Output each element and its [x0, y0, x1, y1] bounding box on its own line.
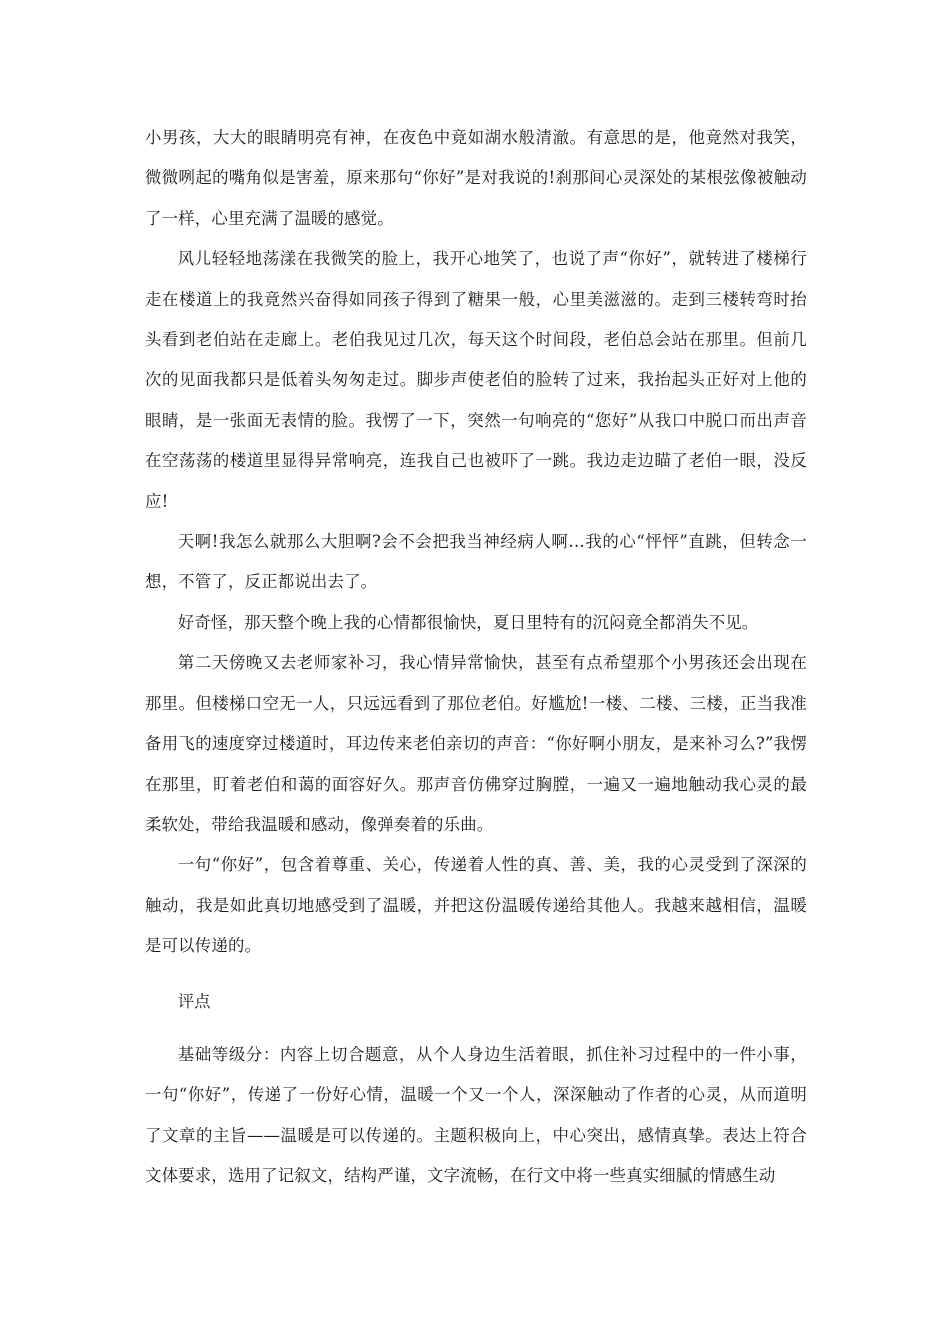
document-page: [145, 118, 807, 1197]
essay-paragraph-3: 天啊!我怎么就那么大胆啊?会不会把我当神经病人啊…我的心“怦怦”直跳，但转念一想，不管了，反正都说出去了。: [145, 532, 807, 592]
review-paragraph: 基础等级分：内容上切合题意，从个人身边生活着眼，抓住补习过程中的一件小事，一句“你好”，传递了一份好心情，温暖一个又一个人，深深触动了作者的心灵，从而道明了文章的主旨——温暖是可以传递的。主题积极向上，中心突出，感情真挚。表达上符合文体要求，选用了记叙文，结构严谨，文字流畅，在行文中将一些真实细腻的情感生动: [145, 1044, 807, 1186]
essay-paragraph-6: 一句“你好”，包含着尊重、关心，传递着人性的真、善、美，我的心灵受到了深深的触动，我是如此真切地感受到了温暖，并把这份温暖传递给其他人。我越来越相信，温暖是可以传递的。: [145, 855, 807, 956]
essay-paragraph-5: 第二天傍晚又去老师家补习，我心情异常愉快，甚至有点希望那个小男孩还会出现在那里。但楼梯口空无一人，只远远看到了那位老伯。好尴尬!一楼、二楼、三楼，正当我准备用飞的速度穿过楼道时，耳边传来老伯亲切的声音：“你好啊小朋友，是来补习么?”我愣在那里，盯着老伯和蔼的面容好久。那声音仿佛穿过胸膛，一遍又一遍地触动我心灵的最柔软处，带给我温暖和感动，像弹奏着的乐曲。: [145, 653, 807, 834]
essay-paragraph-4: 好奇怪，那天整个晚上我的心情都很愉快，夏日里特有的沉闷竟全都消失不见。: [177, 612, 759, 632]
essay-paragraph-1: 小男孩，大大的眼睛明亮有神，在夜色中竟如湖水般清澈。有意思的是，他竟然对我笑，微微咧起的嘴角似是害羞，原来那句“你好”是对我说的!刹那间心灵深处的某根弦像被触动了一样，心里充满了温暖的感觉。: [145, 128, 807, 228]
essay-paragraph-2: 风儿轻轻地荡漾在我微笑的脸上，我开心地笑了，也说了声“你好”，就转进了楼梯行走在楼道上的我竟然兴奋得如同孩子得到了糖果一般，心里美滋滋的。走到三楼转弯时抬头看到老伯站在走廊上。老伯我见过几次，每天这个时间段，老伯总会站在那里。但前几次的见面我都只是低着头匆匆走过。脚步声使老伯的脸转了过来，我抬起头正好对上他的眼睛，是一张面无表情的脸。我愣了一下，突然一句响亮的“您好”从我口中脱口而出声音在空荡荡的楼道里显得异常响亮，连我自己也被吓了一跳。我边走边瞄了老伯一眼，没反应!: [145, 249, 807, 511]
review-heading: 评点: [177, 991, 211, 1011]
